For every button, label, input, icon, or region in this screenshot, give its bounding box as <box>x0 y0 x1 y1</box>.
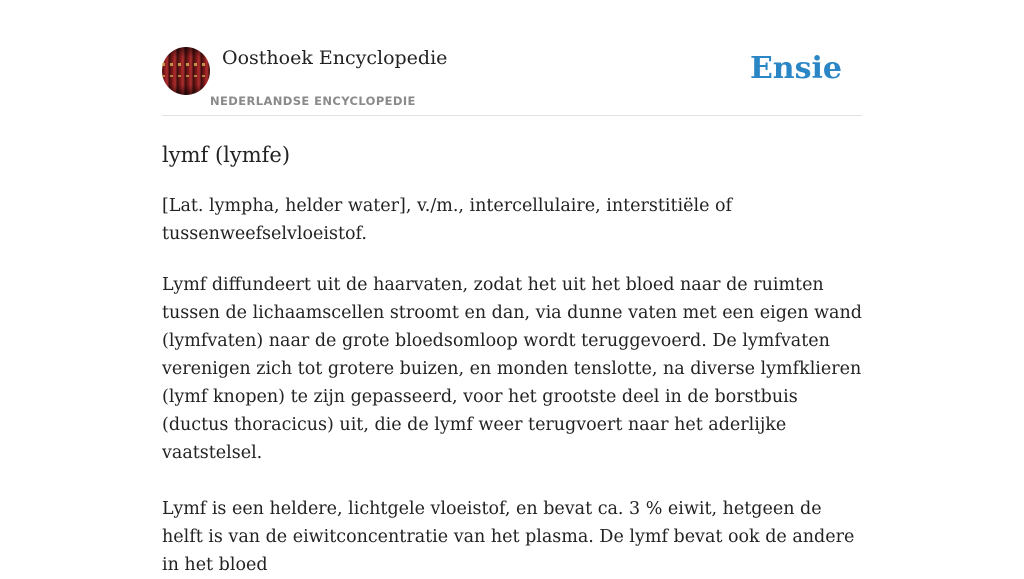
site-header <box>162 44 862 116</box>
site-subtitle: NEDERLANDSE ENCYCLOPEDIE <box>210 94 416 108</box>
entry-title: lymf (lymfe) <box>162 143 291 167</box>
entry-content <box>162 140 862 579</box>
site-title[interactable]: Oosthoek Encyclopedie <box>222 47 448 69</box>
encyclopedia-books-avatar[interactable] <box>162 47 210 95</box>
ensie-logo-link[interactable]: Ensie <box>749 51 842 86</box>
entry-paragraph-2: Lymf is een heldere, lichtgele vloeistof, en bevat ca. 3 % eiwit, hetgeen de helft is van de eiwitconcentratie van het plasma. De lymf bevat ook de andere in het bloed <box>162 499 855 575</box>
entry-paragraph-1: Lymf diffundeert uit de haarvaten, zodat het uit het bloed naar de ruimten tussen de lichaamscellen stroomt en dan, via dunne vaten met een eigen wand (lymfvaten) naar de grote bloedsomloop wordt teruggevoerd. De lymfvaten verenigen zich tot grotere buizen, en monden tenslotte, na diverse lymfklieren (lymf knopen) te zijn gepasseerd, voor het grootste deel in de borstbuis (ductus thoracicus) uit, die de lymf weer terugvoert naar het aderlijke vaatstelsel. <box>162 275 862 463</box>
entry-lead: [Lat. lympha, helder water], v./m., intercellulaire, interstitiële of tussenweefselvloeistof. <box>162 196 732 244</box>
